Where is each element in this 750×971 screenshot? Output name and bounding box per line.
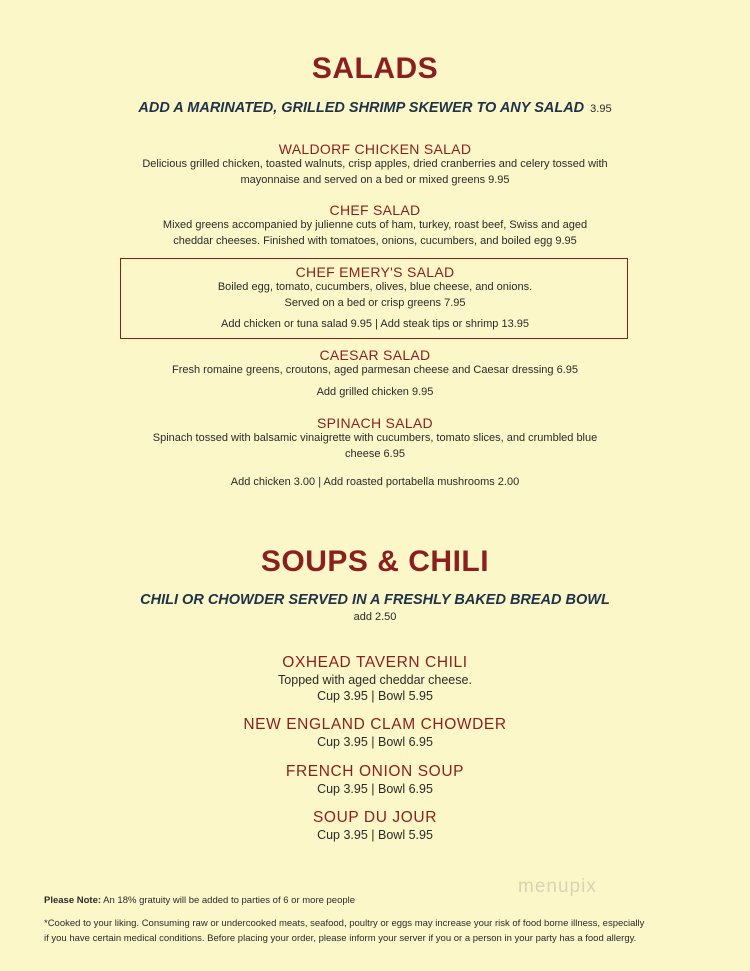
item-name: FRENCH ONION SOUP xyxy=(285,763,465,780)
item-description: Delicious grilled chicken, toasted walnuts, crisp apples, dried cranberries and celery tossed with mayonnaise and served on a bed or mixed greens 9.95 xyxy=(142,158,608,186)
soups-subhead: CHILI OR CHOWDER SERVED IN A FRESHLY BAKED BREAD BOWL xyxy=(140,592,610,608)
item-name: SPINACH SALAD xyxy=(317,415,433,431)
item-name: NEW ENGLAND CLAM CHOWDER xyxy=(243,716,507,733)
note-text: An 18% gratuity will be added to parties of 6 or more people xyxy=(103,895,356,906)
item-prices: Cup 3.95 | Bowl 5.95 xyxy=(317,689,433,703)
item-name: OXHEAD TAVERN CHILI xyxy=(282,654,468,671)
item-description: Spinach tossed with balsamic vinaigrette with cucumbers, tomato slices, and crumbled blue cheese 6.95 xyxy=(152,432,598,460)
soups-subhead-note: add 2.50 xyxy=(353,611,397,623)
item-name: CAESAR SALAD xyxy=(319,347,431,363)
salads-subhead-price: 3.95 xyxy=(590,103,612,115)
gratuity-note xyxy=(44,895,355,906)
note-label: Please Note: xyxy=(44,895,102,906)
menu-item-waldorf-chicken-salad xyxy=(0,141,750,188)
item-addon: Add grilled chicken 9.95 xyxy=(316,385,434,398)
menu-item-soup-du-jour xyxy=(0,809,750,843)
item-description: Fresh romaine greens, croutons, aged parmesan cheese and Caesar dressing 6.95 xyxy=(171,364,578,376)
item-prices: Cup 3.95 | Bowl 6.95 xyxy=(317,735,433,749)
item-name: SOUP DU JOUR xyxy=(312,809,438,826)
menupix-watermark: menupix xyxy=(518,876,597,897)
disclaimer-line1: *Cooked to your liking. Consuming raw or undercooked meats, seafood, poultry or eggs may increase your risk of food borne illness, especially xyxy=(44,918,645,929)
item-addon: Add chicken 3.00 | Add roasted portabella mushrooms 2.00 xyxy=(230,476,520,488)
menu-item-new-england-clam-chowder xyxy=(0,716,750,750)
item-prices: Cup 3.95 | Bowl 6.95 xyxy=(317,782,433,796)
item-addon: Add chicken or tuna salad 9.95 | Add steak tips or shrimp 13.95 xyxy=(221,318,529,330)
item-description: Mixed greens accompanied by julienne cuts of ham, turkey, roast beef, Swiss and aged cheddar cheeses. Finished with tomatoes, onions, cucumbers, and boiled egg 9.95 xyxy=(162,219,588,247)
menu-item-french-onion-soup xyxy=(0,763,750,797)
menu-item-chef-salad xyxy=(0,202,750,249)
item-description: Topped with aged cheddar cheese. xyxy=(278,673,472,687)
menu-item-oxhead-tavern-chili xyxy=(0,654,750,704)
item-description-line2: Served on a bed or crisp greens 7.95 xyxy=(284,296,466,309)
soups-title: SOUPS & CHILI xyxy=(260,545,490,578)
menu-item-chef-emerys-salad xyxy=(0,264,750,330)
menu-item-spinach-salad xyxy=(0,415,750,488)
item-prices: Cup 3.95 | Bowl 5.95 xyxy=(317,828,433,842)
item-name: WALDORF CHICKEN SALAD xyxy=(278,141,472,157)
salads-subhead-text: ADD A MARINATED, GRILLED SHRIMP SKEWER TO ANY SALAD xyxy=(138,100,585,116)
salads-subhead xyxy=(0,100,750,116)
item-name: CHEF SALAD xyxy=(329,202,421,218)
menu-item-caesar-salad xyxy=(0,347,750,398)
item-description-line1: Boiled egg, tomato, cucumbers, olives, blue cheese, and onions. xyxy=(217,281,533,293)
salads-title: SALADS xyxy=(311,52,439,85)
item-name: CHEF EMERY'S SALAD xyxy=(295,264,455,280)
disclaimer-line2: if you have certain medical conditions. Before placing your order, please inform your server if you or a person in your party has a food allergy. xyxy=(44,933,637,944)
